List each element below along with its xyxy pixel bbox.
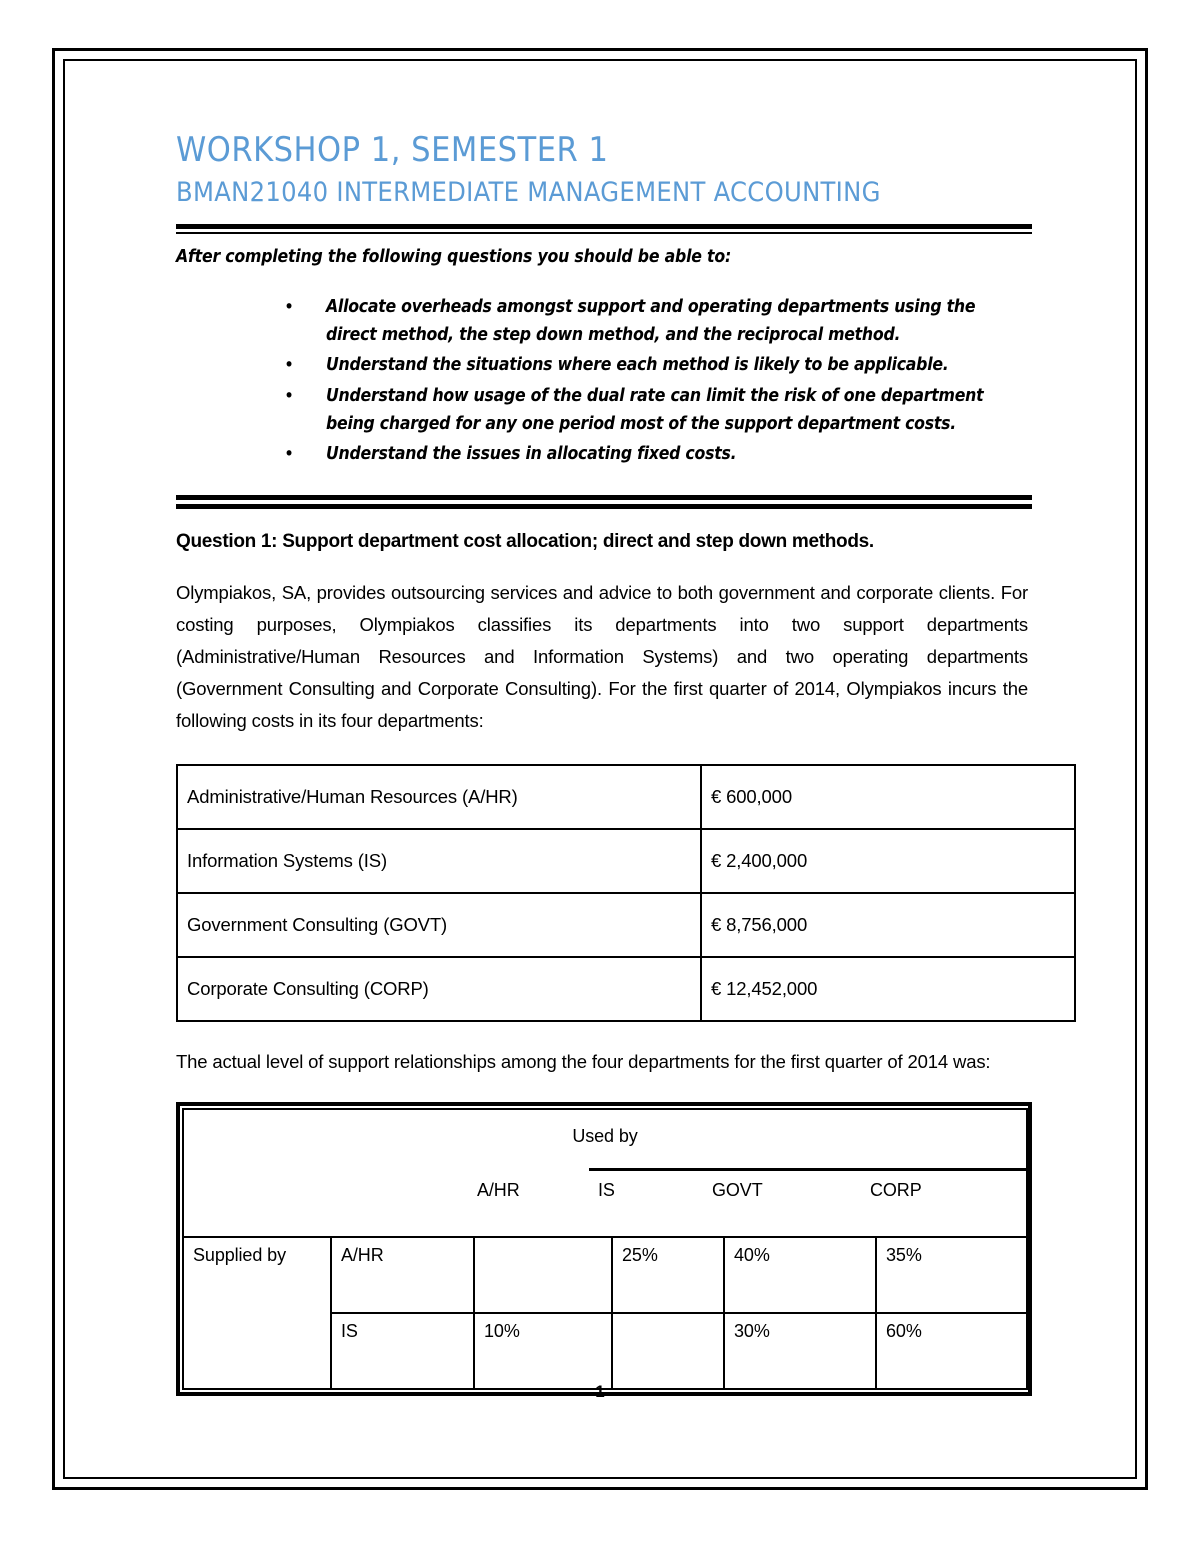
cell-ahr-ahr [474,1237,612,1313]
objective-text: Understand how usage of the dual rate can limit the risk of one department being charged for any one period most of the support department costs. [326,385,984,434]
page-subtitle: BMAN21040 INTERMEDIATE MANAGEMENT ACCOUNTING [176,177,881,209]
page-title: WORKSHOP 1, SEMESTER 1 [176,130,609,170]
table-row [183,1237,1027,1313]
question-body-paragraph: Olympiakos, SA, provides outsourcing services and advice to both government and corporate clients. For costing purposes, Olympiakos classifies its departments into two support departments (Administrative/Human Resources and Information Systems) and two operating departments (Government Consulting and Corporate Consulting). For the first quarter of 2014, Olympiakos incurs the following costs in its four departments: [176,581,1028,732]
cell-ahr-corp: 35% [876,1237,1027,1313]
matrix-column-headers [184,1176,1026,1220]
list-item [284,382,1026,439]
objective-text: Understand the situations where each method is likely to be applicable. [326,355,949,376]
question-heading: Question 1: Support department cost allocation; direct and step down methods. [176,530,874,552]
table-row [177,893,1075,957]
table-row [177,957,1075,1021]
department-cost-cell: € 12,452,000 [701,957,1075,1021]
department-cost-table [176,764,1076,1022]
table-row [177,765,1075,829]
objective-text: Allocate overheads amongst support and operating departments using the direct method, the step down method, and the reciprocal method. [326,296,976,345]
column-header-ahr: A/HR [477,1179,520,1200]
department-cost-cell: € 2,400,000 [701,829,1075,893]
support-matrix-table [182,1108,1028,1390]
bullet-icon: • [284,295,294,318]
row-header-ahr: A/HR [331,1237,474,1313]
bullet-icon: • [284,354,294,377]
cell-ahr-govt: 40% [724,1237,876,1313]
department-name-cell: Information Systems (IS) [177,829,701,893]
cell-is-corp: 60% [876,1313,1027,1389]
divider-bar-bottom [176,504,1032,509]
document-content [176,130,1026,1396]
used-by-underline [589,1168,1026,1171]
list-item [284,351,1026,379]
objectives-list [176,293,1026,469]
list-item [284,440,1026,468]
column-header-govt: GOVT [712,1179,763,1200]
cell-ahr-is: 25% [612,1237,724,1313]
department-name-cell: Administrative/Human Resources (A/HR) [177,765,701,829]
row-header-is: IS [331,1313,474,1389]
department-name-cell: Corporate Consulting (CORP) [177,957,701,1021]
table-row [177,829,1075,893]
bullet-icon: • [284,443,294,466]
divider-thin-line [176,232,1032,234]
department-cost-cell: € 600,000 [701,765,1075,829]
cell-is-ahr: 10% [474,1313,612,1389]
support-matrix-table-wrapper [176,1102,1032,1396]
page-number: 1 [595,1382,605,1401]
list-item [284,293,1026,350]
department-cost-cell: € 8,756,000 [701,893,1075,957]
cell-is-govt: 30% [724,1313,876,1389]
bullet-icon: • [284,384,294,407]
used-by-label: Used by [572,1125,638,1146]
column-header-corp: CORP [870,1179,922,1200]
section-divider [176,495,1032,509]
matrix-header-row [183,1109,1027,1237]
objectives-intro: After completing the following questions you should be able to: [176,246,732,267]
department-name-cell: Government Consulting (GOVT) [177,893,701,957]
objective-text: Understand the issues in allocating fixed costs. [326,444,737,465]
cell-is-is [612,1313,724,1389]
title-divider [176,224,1032,234]
supplied-by-label: Supplied by [183,1237,331,1389]
matrix-header-block [183,1109,1027,1237]
column-header-is: IS [598,1179,615,1200]
support-relationships-paragraph: The actual level of support relationships among the four departments for the first quarter of 2014 was: [176,1050,991,1072]
